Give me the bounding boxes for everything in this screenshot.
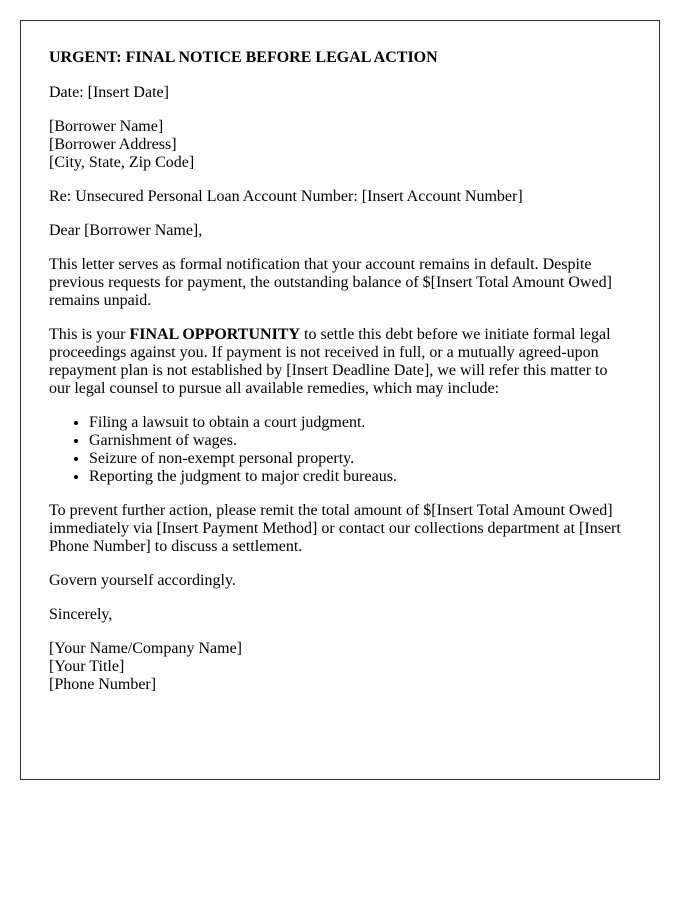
recipient-city-state-zip: [City, State, Zip Code]	[49, 154, 195, 171]
remedy-item: • Seizure of non-exempt personal property.	[89, 450, 631, 468]
signature-phone: [Phone Number]	[49, 676, 157, 693]
remedy-item: • Filing a lawsuit to obtain a court judgment.	[89, 414, 631, 432]
letter-title: URGENT: FINAL NOTICE BEFORE LEGAL ACTION	[49, 49, 438, 66]
paragraph-govern-yourself: Govern yourself accordingly.	[49, 572, 236, 589]
closing: Sincerely,	[49, 606, 113, 623]
paragraph-payment-instructions: To prevent further action, please remit the total amount of $[Insert Total Amount Owed] immediately via [Insert Payment Method] or contact our collections department at [Insert Phone Number] to discuss a settlement.	[49, 502, 621, 555]
salutation: Dear [Borrower Name],	[49, 222, 203, 239]
paragraph-prefix: This is your	[49, 326, 130, 343]
recipient-name: [Borrower Name]	[49, 118, 164, 135]
signature-title: [Your Title]	[49, 658, 125, 675]
paragraph-suffix: to settle this debt before we initiate formal legal proceedings against you. If payment is not received in full, or a mutually agreed-upon repayment plan is not established by [Insert Deadline Date], we will refer this matter to our legal counsel to pursue all available remedies, which may include:	[49, 326, 611, 397]
signature-name: [Your Name/Company Name]	[49, 640, 243, 657]
remedy-item: • Garnishment of wages.	[89, 432, 631, 450]
recipient-address: [Borrower Address]	[49, 136, 177, 153]
recipient-block	[49, 118, 631, 172]
date-line: Date: [Insert Date]	[49, 84, 169, 101]
final-opportunity-emphasis: FINAL OPPORTUNITY	[129, 326, 301, 343]
signature-block	[49, 640, 631, 694]
paragraph-final-opportunity	[49, 326, 631, 398]
letter-page	[20, 20, 660, 780]
paragraph-default-notice: This letter serves as formal notification that your account remains in default. Despite previous requests for payment, the outstanding balance of $[Insert Total Amount Owed] remains unpaid.	[49, 256, 612, 309]
remedy-item: • Reporting the judgment to major credit bureaus.	[89, 468, 631, 486]
re-line: Re: Unsecured Personal Loan Account Number: [Insert Account Number]	[49, 188, 523, 205]
remedies-list	[49, 414, 631, 486]
